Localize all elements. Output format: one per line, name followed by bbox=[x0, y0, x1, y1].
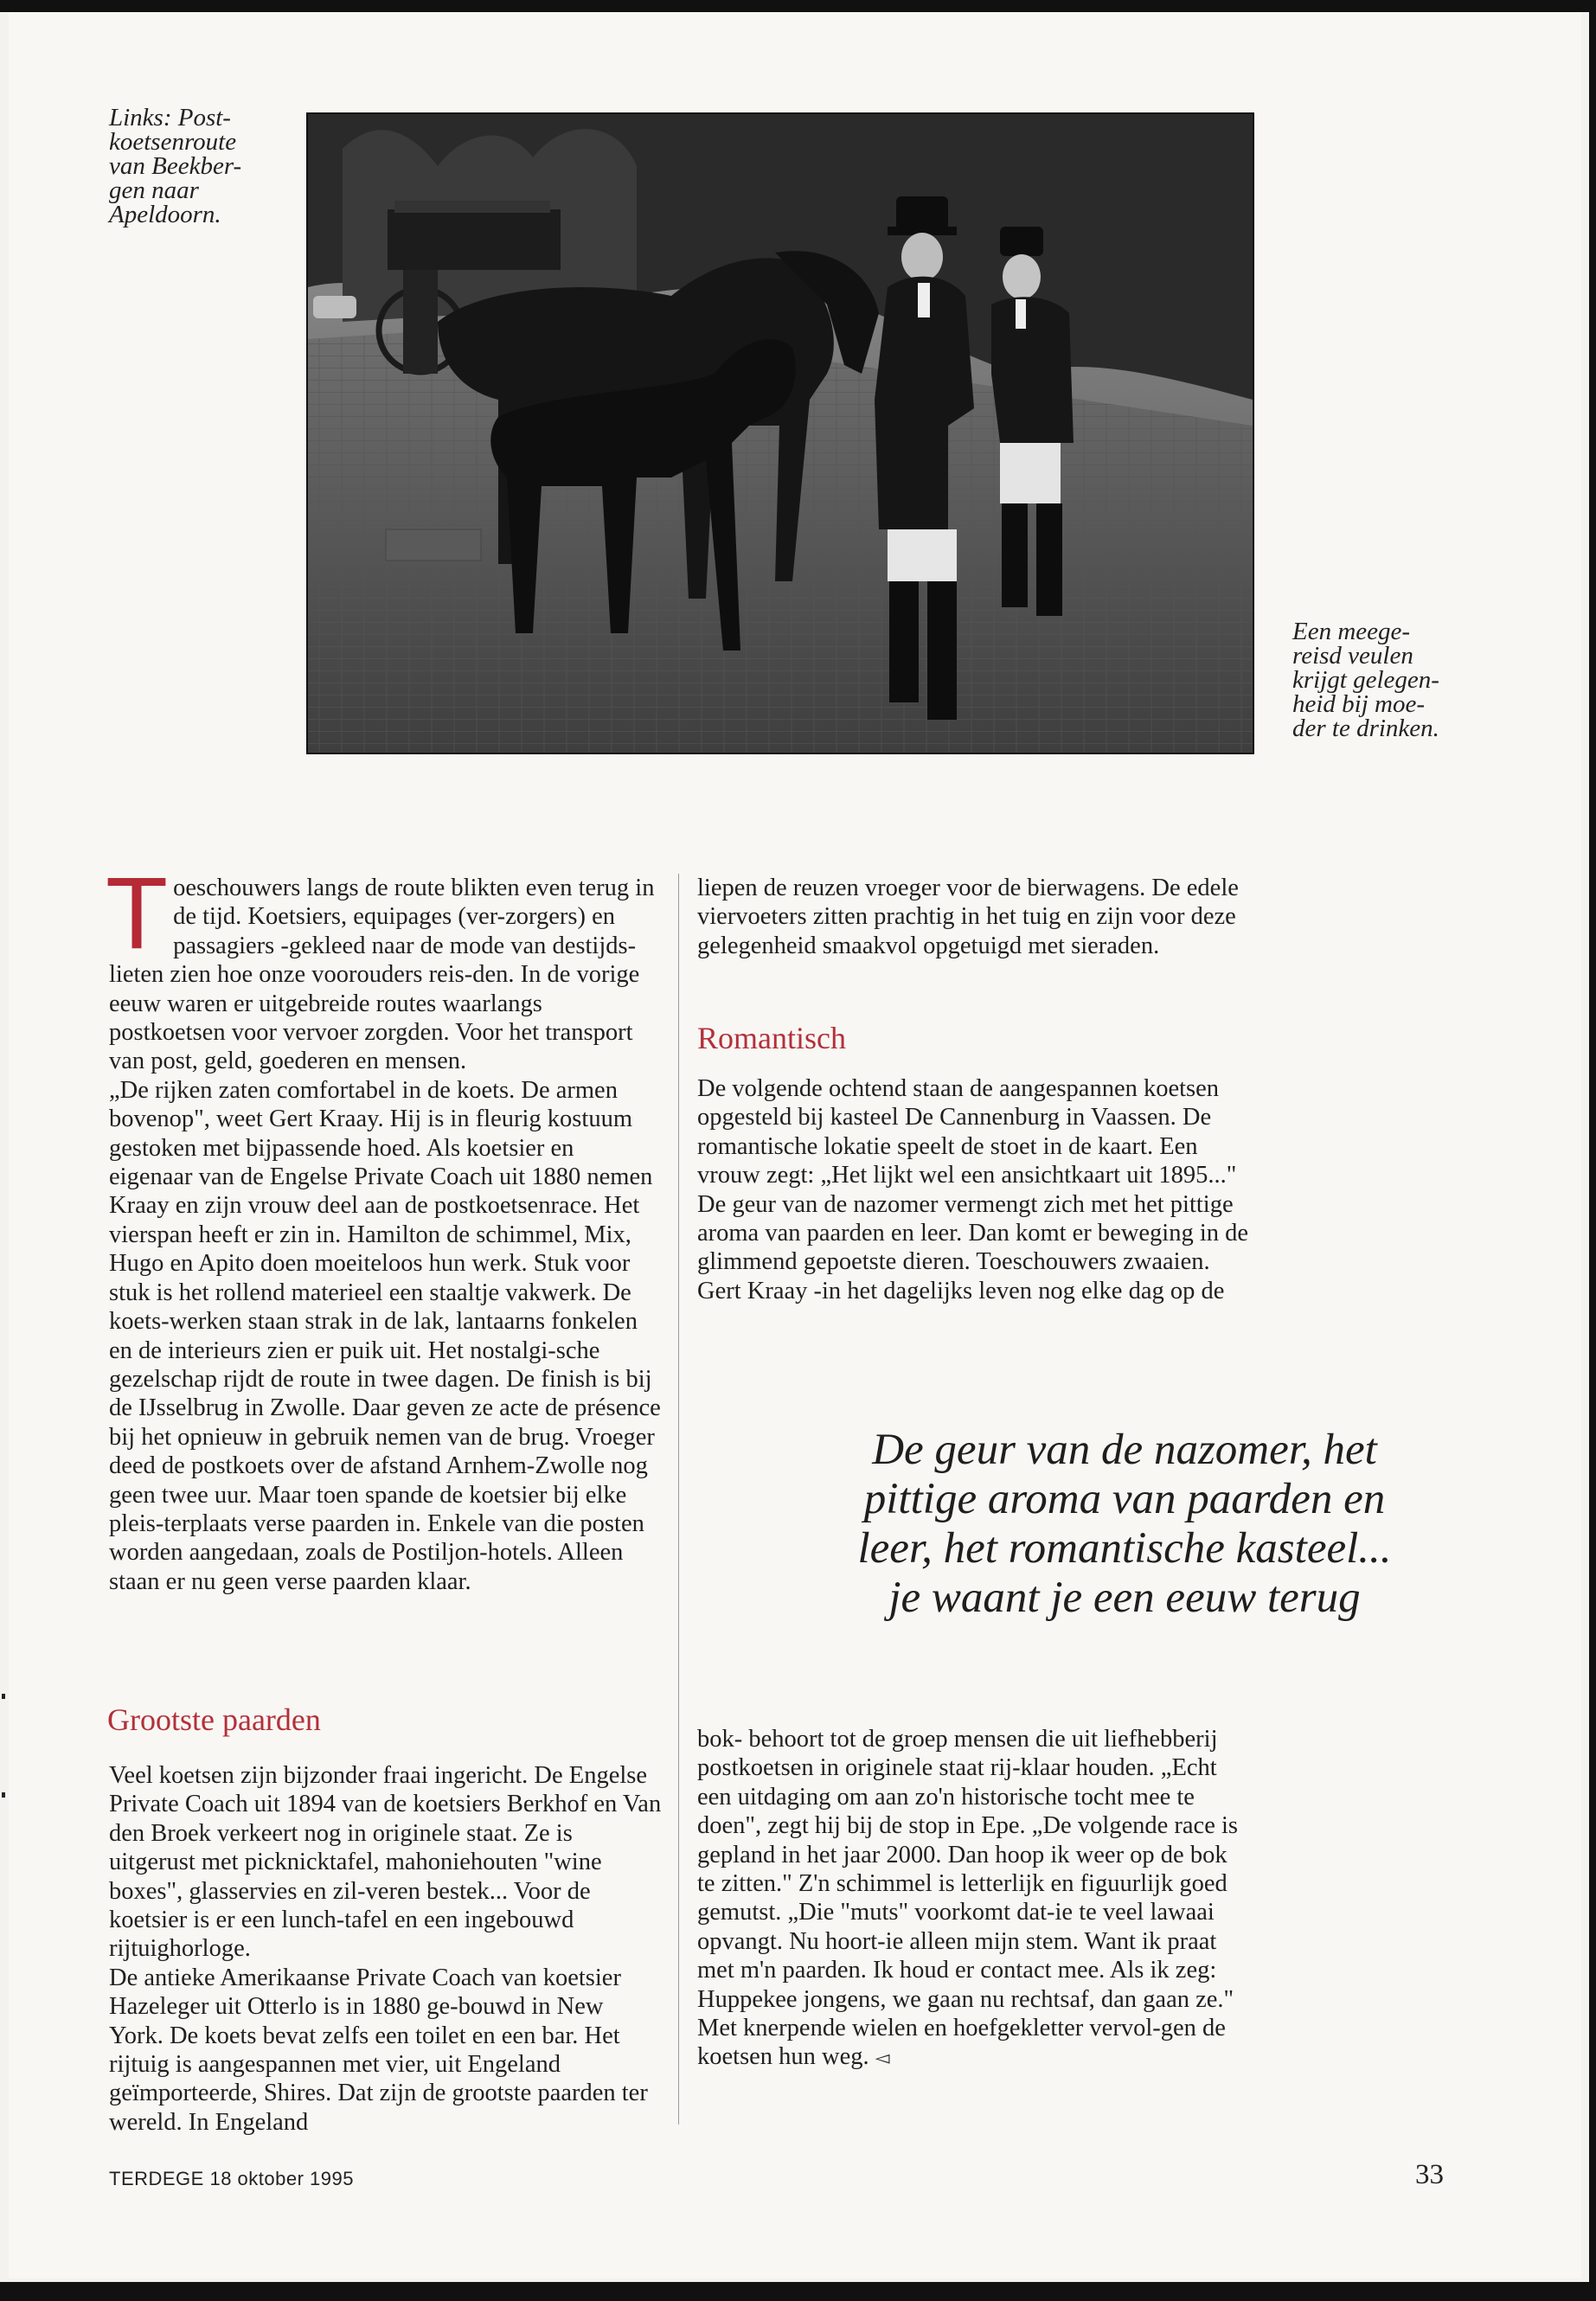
body-paragraph: Veel koetsen zijn bijzonder fraai ingericht. De Engelse Private Coach uit 1894 van de koetsiers Berkhof en Van den Broek verkeert nog in originele staat. Ze is uitgerust met picknicktafel, mahoniehouten "wine boxes", glasservies en zil-veren bestek... Voor de koetsier is er een lunch-tafel en een ingebouwd rijtuighorloge. bbox=[109, 1762, 662, 1963]
article-photo bbox=[306, 112, 1254, 754]
publication-footer: TERDEGE 18 oktober 1995 bbox=[109, 2168, 354, 2189]
scan-border-top bbox=[0, 0, 1596, 12]
body-paragraph: De volgende ochtend staan de aangespannen koetsen opgesteld bij kasteel De Cannenburg in Vaassen. De romantische lokatie speelt de stoet in de kaart. Een vrouw zegt: „Het lijkt wel een ansichtkaart uit 1895..." De geur van de nazomer vermengt zich met het pittige aroma van paarden en leer. Dan komt er beweging in de glimmend gepoetste dieren. Toeschouwers zwaaien. Gert Kraay -in het dagelijks leven nog elke dag op de bbox=[697, 1075, 1249, 1304]
photo-caption-right: Een meege- reisd veulen krijgt gelegen- heid bij moe- der te drinken. bbox=[1292, 618, 1439, 742]
article-column-left-lower bbox=[109, 1761, 663, 2137]
article-column-left bbox=[106, 856, 663, 1596]
body-paragraph: liepen de reuzen vroeger voor de bierwagens. De edele viervoeters zitten prachtig in het tuig en zijn voor deze gelegenheid smaakvol opgetuigd met sieraden. bbox=[697, 875, 1239, 959]
body-paragraph: bok- behoort tot de groep mensen die uit liefhebberij postkoetsen in originele staat rij-klaar houden. „Echt een uitdaging om aan zo'n historische tocht mee te doen", zegt hij bij de stop in Epe. „De volgende race is gepland in het jaar 2000. Dan hoop ik weer op de bok te zitten." Z'n schimmel is letterlijk en figuurlijk goed gemutst. „Die "muts" voorkomt dat-ie te veel lawaai opvangt. Nu hoort-ie alleen mijn stem. Want ik praat met m'n paarden. Ik houd er contact mee. Als ik zeg: Huppekee jongens, we gaan nu rechtsaf, dan gaan ze." bbox=[697, 1726, 1238, 2013]
article-column-right-top bbox=[697, 874, 1251, 960]
photo-horses-coach-icon bbox=[308, 114, 1253, 753]
subheading-grootste-paarden: Grootste paarden bbox=[107, 1702, 321, 1737]
intro-text: oeschouwers langs de route blikten even terug in de tijd. Koetsiers, equipages (ver-zorgers) en passagiers -gekleed naar de mode van destijds- lieten zien hoe onze voorouders reis-den. In de vorige eeuw waren er uitgebreide routes waarlangs postkoetsen voor vervoer zorgden. Voor het transport van post, geld, goederen en mensen. bbox=[109, 875, 655, 1075]
body-paragraph: „De rijken zaten comfortabel in de koets. De armen bovenop", weet Gert Kraay. Hij is in fleurig kostuum gestoken met bijpassende hoed. Als koetsier en eigenaar van de Engelse Private Coach uit 1880 nemen Kraay en zijn vrouw deel aan de postkoetsenrace. Het vierspan heeft er zin in. Hamilton de schimmel, Mix, Hugo en Apito doen moeiteloos hun werk. Stuk voor stuk is het rollend materieel een staaltje vakwerk. De koets-werken staan strak in de lak, lantaarns fonkelen en de interieurs zien er puik uit. Het nostalgi-sche gezelschap rijdt de route in twee dagen. De finish is bij de IJsselbrug in Zwolle. Daar geven ze acte de présence bij het opnieuw in gebruik nemen van de brug. Vroeger deed de postkoets over de afstand Arnhem-Zwolle nog geen twee uur. Maar toen spande de koetsier bij elke pleis-terplaats verse paarden in. Enkele van die posten worden aangedaan, zoals de Postiljon-hotels. Alleen staan er nu geen verse paarden klaar. bbox=[109, 1076, 661, 1595]
scan-mark bbox=[2, 1792, 5, 1798]
closing-paragraph bbox=[697, 2014, 1251, 2073]
scan-border-bottom bbox=[0, 2282, 1596, 2301]
end-mark-icon: ◅ bbox=[875, 2047, 890, 2069]
article-column-right-middle bbox=[697, 1074, 1251, 1305]
page-number: 33 bbox=[1415, 2159, 1444, 2190]
closing-text: Met knerpende wielen en hoefgekletter vervol-gen de koetsen hun weg. bbox=[697, 2015, 1226, 2071]
body-paragraph: De antieke Amerikaanse Private Coach van koetsier Hazeleger uit Otterlo is in 1880 ge-bouwd in New York. De koets bevat zelfs een toilet en een bar. Het rijtuig is aangespannen met vier, uit Engeland geïmporteerde, Shires. Dat zijn de grootste paarden ter wereld. In Engeland bbox=[109, 1964, 648, 2136]
pull-quote: De geur van de nazomer, het pittige aroma van paarden en leer, het romantische kasteel... je waant je een eeuw terug bbox=[857, 1426, 1392, 1622]
drop-cap: T bbox=[106, 856, 169, 971]
subheading-romantisch: Romantisch bbox=[697, 1021, 846, 1055]
intro-paragraph bbox=[106, 856, 663, 1076]
column-divider bbox=[678, 874, 679, 2125]
scan-mark bbox=[2, 1694, 5, 1699]
scan-border-right bbox=[1589, 0, 1596, 2301]
article-column-right-bottom bbox=[697, 1725, 1251, 2073]
photo-caption-left: Links: Post- koetsenroute van Beekber- gen naar Apeldoorn. bbox=[109, 104, 242, 228]
